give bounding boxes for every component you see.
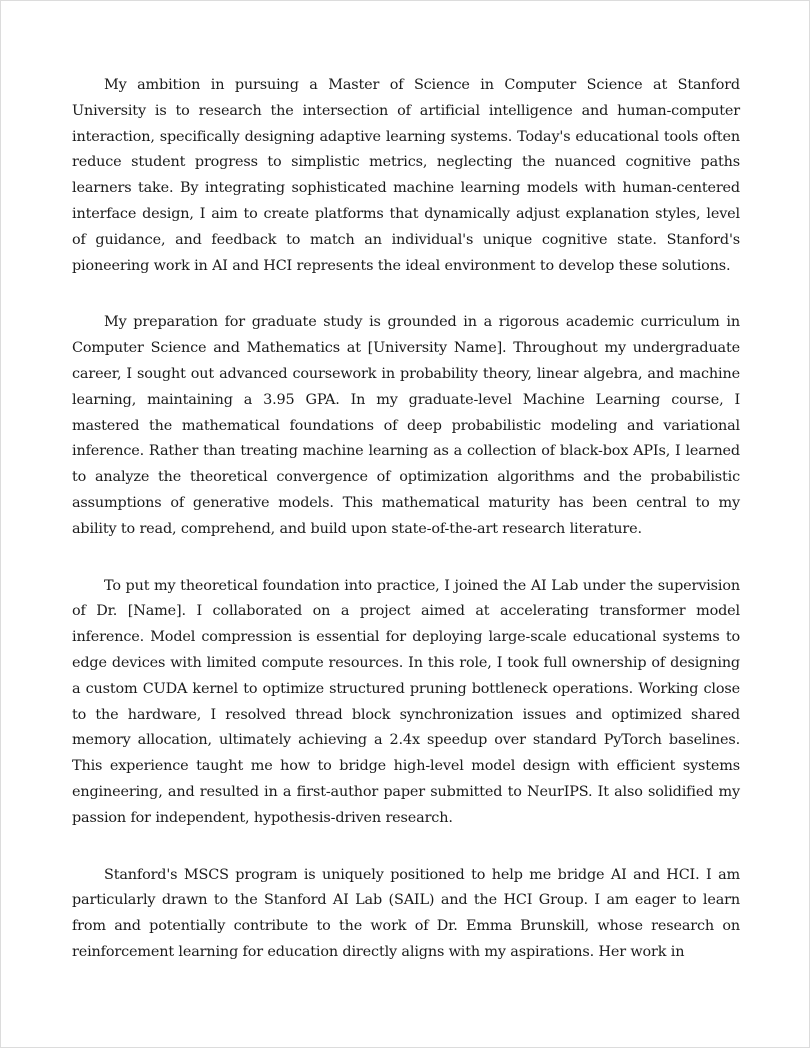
- paragraph-research-experience: To put my theoretical foundation into practice, I joined the AI Lab under the supervision of Dr. [Name]. I collaborated on a project aimed at accelerating transformer model inference. Model compression is essential for deploying large-scale educational systems to edge devices with limited compute resources. In this role, I took full ownership of designing a custom CUDA kernel to optimize structured pruning bottleneck operations. Working close to the hardware, I resolved thread block synchronization issues and optimized shared memory allocation, ultimately achieving a 2.4x speedup over standard PyTorch baselines. This experience taught me how to bridge high-level model design with efficient systems engineering, and resulted in a first-author paper submitted to NeurIPS. It also solidified my passion for independent, hypothesis-driven research.: [72, 577, 740, 826]
- paragraph-ambition: My ambition in pursuing a Master of Science in Computer Science at Stanford University is to research the intersection of artificial intelligence and human-computer interaction, specifically designing adaptive learning systems. Today's educational tools often reduce student progress to simplistic metrics, neglecting the nuanced cognitive paths learners take. By integrating sophisticated machine learning models with human-centered interface design, I aim to create platforms that dynamically adjust explanation styles, level of guidance, and feedback to match an individual's unique cognitive state. Stanford's pioneering work in AI and HCI represents the ideal environment to develop these solutions.: [72, 77, 740, 274]
- paragraph-preparation: My preparation for graduate study is grounded in a rigorous academic curriculum in Computer Science and Mathematics at [University Name]. Throughout my undergraduate career, I sought out advanced coursework in probability theory, linear algebra, and machine learning, maintaining a 3.95 GPA. In my graduate-level Machine Learning course, I mastered the mathematical foundations of deep probabilistic modeling and variational inference. Rather than treating machine learning as a collection of black-box APIs, I learned to analyze the theoretical convergence of optimization algorithms and the probabilistic assumptions of generative models. This mathematical maturity has been central to my ability to read, comprehend, and build upon state-of-the-art research literature.: [72, 314, 740, 537]
- document-body: [72, 73, 740, 997]
- paragraph-program-fit: Stanford's MSCS program is uniquely positioned to help me bridge AI and HCI. I am particularly drawn to the Stanford AI Lab (SAIL) and the HCI Group. I am eager to learn from and potentially contribute to the work of Dr. Emma Brunskill, whose research on reinforcement learning for education directly aligns with my aspirations. Her work in: [72, 866, 740, 960]
